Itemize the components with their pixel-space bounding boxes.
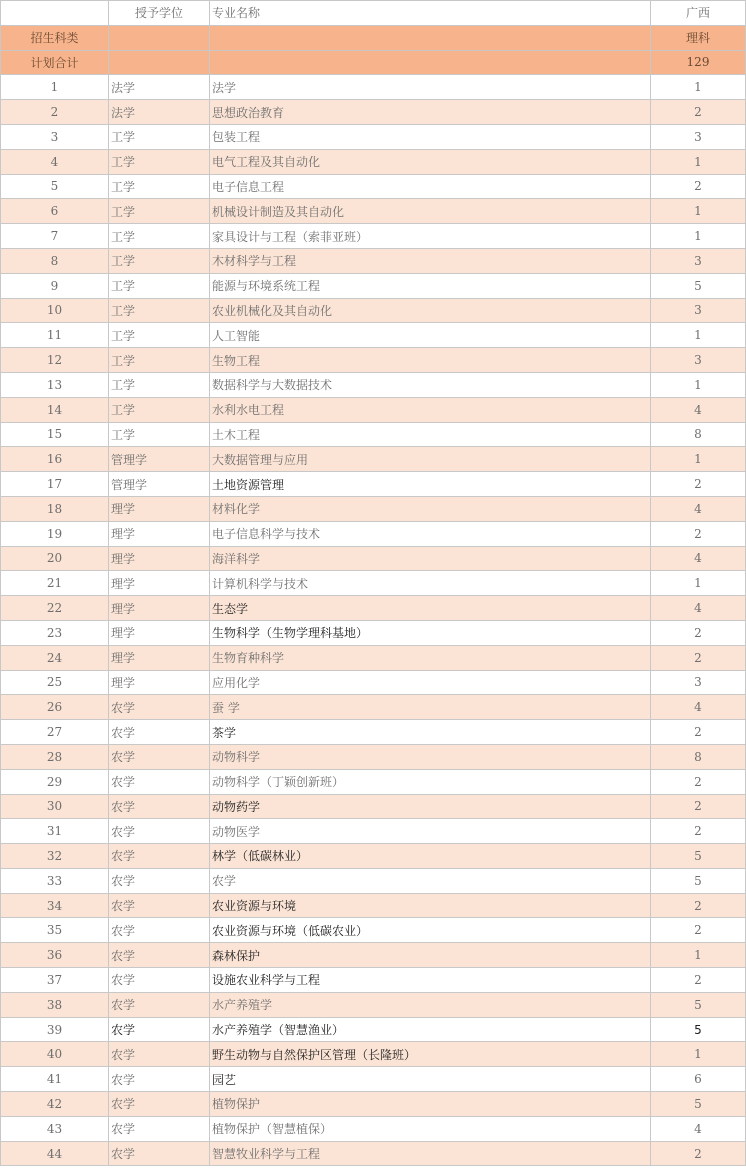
count-cell: 2 xyxy=(651,645,746,670)
table-row xyxy=(1,199,746,224)
header-cell-index xyxy=(1,1,109,26)
degree-cell: 工学 xyxy=(109,323,210,348)
row-number: 37 xyxy=(1,968,109,993)
total-empty-cell xyxy=(210,50,651,75)
total-empty-cell xyxy=(109,50,210,75)
count-cell: 1 xyxy=(651,224,746,249)
row-number: 44 xyxy=(1,1141,109,1166)
major-cell: 农业资源与环境（低碳农业） xyxy=(210,918,651,943)
count-cell: 5 xyxy=(651,992,746,1017)
degree-cell: 理学 xyxy=(109,521,210,546)
major-cell: 生物育种科学 xyxy=(210,645,651,670)
count-cell: 5 xyxy=(651,1017,746,1042)
count-cell: 1 xyxy=(651,199,746,224)
table-row xyxy=(1,794,746,819)
degree-cell: 管理学 xyxy=(109,447,210,472)
degree-cell: 农学 xyxy=(109,1067,210,1092)
major-cell: 茶学 xyxy=(210,720,651,745)
major-cell: 大数据管理与应用 xyxy=(210,447,651,472)
row-number: 30 xyxy=(1,794,109,819)
major-cell: 材料化学 xyxy=(210,496,651,521)
row-number: 17 xyxy=(1,472,109,497)
row-number: 3 xyxy=(1,124,109,149)
major-cell: 园艺 xyxy=(210,1067,651,1092)
degree-cell: 工学 xyxy=(109,273,210,298)
degree-cell: 理学 xyxy=(109,546,210,571)
table-row xyxy=(1,546,746,571)
degree-cell: 理学 xyxy=(109,496,210,521)
row-number: 19 xyxy=(1,521,109,546)
row-number: 20 xyxy=(1,546,109,571)
table-row xyxy=(1,893,746,918)
count-cell: 2 xyxy=(651,893,746,918)
row-number: 33 xyxy=(1,868,109,893)
row-number: 31 xyxy=(1,819,109,844)
count-cell: 3 xyxy=(651,124,746,149)
category-empty-cell xyxy=(109,25,210,50)
degree-cell: 农学 xyxy=(109,1042,210,1067)
row-number: 11 xyxy=(1,323,109,348)
major-cell: 木材科学与工程 xyxy=(210,248,651,273)
count-cell: 3 xyxy=(651,348,746,373)
table-row xyxy=(1,1116,746,1141)
category-empty-cell xyxy=(210,25,651,50)
degree-cell: 工学 xyxy=(109,298,210,323)
table-row xyxy=(1,918,746,943)
count-cell: 4 xyxy=(651,695,746,720)
table-row xyxy=(1,472,746,497)
degree-cell: 农学 xyxy=(109,968,210,993)
table-row xyxy=(1,298,746,323)
count-cell: 2 xyxy=(651,769,746,794)
major-cell: 农业资源与环境 xyxy=(210,893,651,918)
major-cell: 数据科学与大数据技术 xyxy=(210,372,651,397)
table-row xyxy=(1,348,746,373)
row-number: 6 xyxy=(1,199,109,224)
table-row xyxy=(1,695,746,720)
table-row xyxy=(1,75,746,100)
degree-cell: 工学 xyxy=(109,149,210,174)
row-number: 27 xyxy=(1,720,109,745)
count-cell: 1 xyxy=(651,571,746,596)
count-cell: 2 xyxy=(651,794,746,819)
degree-cell: 农学 xyxy=(109,844,210,869)
row-number: 9 xyxy=(1,273,109,298)
row-number: 18 xyxy=(1,496,109,521)
table-row xyxy=(1,1067,746,1092)
row-number: 2 xyxy=(1,100,109,125)
table-row xyxy=(1,1017,746,1042)
table-row xyxy=(1,1042,746,1067)
table-row xyxy=(1,1092,746,1117)
major-cell: 应用化学 xyxy=(210,670,651,695)
count-cell: 2 xyxy=(651,819,746,844)
header-row xyxy=(1,1,746,26)
count-cell: 2 xyxy=(651,620,746,645)
degree-cell: 工学 xyxy=(109,372,210,397)
major-cell: 农学 xyxy=(210,868,651,893)
row-number: 35 xyxy=(1,918,109,943)
count-cell: 1 xyxy=(651,372,746,397)
row-number: 13 xyxy=(1,372,109,397)
major-cell: 电气工程及其自动化 xyxy=(210,149,651,174)
table-row xyxy=(1,620,746,645)
count-cell: 6 xyxy=(651,1067,746,1092)
major-cell: 电子信息科学与技术 xyxy=(210,521,651,546)
table-row xyxy=(1,992,746,1017)
degree-cell: 农学 xyxy=(109,744,210,769)
degree-cell: 农学 xyxy=(109,794,210,819)
major-cell: 包装工程 xyxy=(210,124,651,149)
row-number: 1 xyxy=(1,75,109,100)
degree-cell: 农学 xyxy=(109,918,210,943)
count-cell: 2 xyxy=(651,918,746,943)
degree-cell: 农学 xyxy=(109,943,210,968)
degree-cell: 工学 xyxy=(109,199,210,224)
degree-cell: 理学 xyxy=(109,596,210,621)
major-cell: 水产养殖学（智慧渔业） xyxy=(210,1017,651,1042)
count-cell: 2 xyxy=(651,174,746,199)
table-row xyxy=(1,372,746,397)
row-number: 38 xyxy=(1,992,109,1017)
major-cell: 法学 xyxy=(210,75,651,100)
count-cell: 8 xyxy=(651,422,746,447)
count-cell: 4 xyxy=(651,397,746,422)
count-cell: 1 xyxy=(651,149,746,174)
row-number: 39 xyxy=(1,1017,109,1042)
table-row xyxy=(1,645,746,670)
degree-cell: 农学 xyxy=(109,695,210,720)
degree-cell: 农学 xyxy=(109,1092,210,1117)
major-cell: 能源与环境系统工程 xyxy=(210,273,651,298)
count-cell: 5 xyxy=(651,273,746,298)
degree-cell: 理学 xyxy=(109,645,210,670)
row-number: 32 xyxy=(1,844,109,869)
count-cell: 2 xyxy=(651,968,746,993)
table-row xyxy=(1,844,746,869)
major-cell: 思想政治教育 xyxy=(210,100,651,125)
table-row xyxy=(1,496,746,521)
major-cell: 野生动物与自然保护区管理（长隆班） xyxy=(210,1042,651,1067)
degree-cell: 工学 xyxy=(109,397,210,422)
table-row xyxy=(1,422,746,447)
count-cell: 5 xyxy=(651,1092,746,1117)
degree-cell: 工学 xyxy=(109,422,210,447)
major-cell: 农业机械化及其自动化 xyxy=(210,298,651,323)
count-cell: 4 xyxy=(651,496,746,521)
major-cell: 生态学 xyxy=(210,596,651,621)
table-row xyxy=(1,149,746,174)
row-number: 43 xyxy=(1,1116,109,1141)
row-number: 25 xyxy=(1,670,109,695)
row-number: 22 xyxy=(1,596,109,621)
table-row xyxy=(1,273,746,298)
major-cell: 动物药学 xyxy=(210,794,651,819)
row-number: 29 xyxy=(1,769,109,794)
count-cell: 1 xyxy=(651,75,746,100)
table-row xyxy=(1,248,746,273)
row-number: 10 xyxy=(1,298,109,323)
row-number: 23 xyxy=(1,620,109,645)
count-cell: 5 xyxy=(651,844,746,869)
table-row xyxy=(1,521,746,546)
table-row xyxy=(1,943,746,968)
table-row xyxy=(1,596,746,621)
count-cell: 3 xyxy=(651,670,746,695)
degree-cell: 农学 xyxy=(109,1141,210,1166)
major-cell: 动物科学（丁颖创新班） xyxy=(210,769,651,794)
row-number: 12 xyxy=(1,348,109,373)
count-cell: 1 xyxy=(651,447,746,472)
degree-cell: 工学 xyxy=(109,124,210,149)
major-cell: 植物保护 xyxy=(210,1092,651,1117)
count-cell: 4 xyxy=(651,546,746,571)
count-cell: 5 xyxy=(651,868,746,893)
major-cell: 水产养殖学 xyxy=(210,992,651,1017)
table-row xyxy=(1,769,746,794)
degree-cell: 农学 xyxy=(109,720,210,745)
table-row xyxy=(1,397,746,422)
row-number: 26 xyxy=(1,695,109,720)
row-number: 36 xyxy=(1,943,109,968)
table-row xyxy=(1,100,746,125)
major-cell: 动物科学 xyxy=(210,744,651,769)
table-row xyxy=(1,819,746,844)
degree-cell: 法学 xyxy=(109,75,210,100)
degree-cell: 管理学 xyxy=(109,472,210,497)
major-cell: 海洋科学 xyxy=(210,546,651,571)
header-region: 广西 xyxy=(651,1,746,26)
degree-cell: 理学 xyxy=(109,620,210,645)
count-cell: 2 xyxy=(651,100,746,125)
major-cell: 电子信息工程 xyxy=(210,174,651,199)
table-row xyxy=(1,868,746,893)
degree-cell: 农学 xyxy=(109,1017,210,1042)
table-row xyxy=(1,174,746,199)
row-number: 5 xyxy=(1,174,109,199)
degree-cell: 农学 xyxy=(109,992,210,1017)
total-label: 计划合计 xyxy=(1,50,109,75)
row-number: 41 xyxy=(1,1067,109,1092)
table-row xyxy=(1,224,746,249)
count-cell: 4 xyxy=(651,596,746,621)
category-label: 招生科类 xyxy=(1,25,109,50)
table-row xyxy=(1,124,746,149)
table-row xyxy=(1,968,746,993)
row-number: 24 xyxy=(1,645,109,670)
major-cell: 人工智能 xyxy=(210,323,651,348)
header-major: 专业名称 xyxy=(210,1,651,26)
degree-cell: 农学 xyxy=(109,819,210,844)
major-cell: 计算机科学与技术 xyxy=(210,571,651,596)
category-value: 理科 xyxy=(651,25,746,50)
major-cell: 水利水电工程 xyxy=(210,397,651,422)
major-cell: 森林保护 xyxy=(210,943,651,968)
count-cell: 1 xyxy=(651,323,746,348)
degree-cell: 工学 xyxy=(109,224,210,249)
table-row xyxy=(1,571,746,596)
degree-cell: 工学 xyxy=(109,248,210,273)
major-cell: 生物工程 xyxy=(210,348,651,373)
row-number: 16 xyxy=(1,447,109,472)
row-number: 14 xyxy=(1,397,109,422)
category-row xyxy=(1,25,746,50)
degree-cell: 工学 xyxy=(109,348,210,373)
major-cell: 动物医学 xyxy=(210,819,651,844)
count-cell: 2 xyxy=(651,472,746,497)
degree-cell: 理学 xyxy=(109,571,210,596)
degree-cell: 农学 xyxy=(109,868,210,893)
degree-cell: 工学 xyxy=(109,174,210,199)
degree-cell: 农学 xyxy=(109,893,210,918)
table-row xyxy=(1,447,746,472)
row-number: 4 xyxy=(1,149,109,174)
major-cell: 土地资源管理 xyxy=(210,472,651,497)
count-cell: 2 xyxy=(651,1141,746,1166)
row-number: 8 xyxy=(1,248,109,273)
degree-cell: 理学 xyxy=(109,670,210,695)
row-number: 21 xyxy=(1,571,109,596)
count-cell: 3 xyxy=(651,248,746,273)
degree-cell: 农学 xyxy=(109,1116,210,1141)
major-cell: 机械设计制造及其自动化 xyxy=(210,199,651,224)
row-number: 34 xyxy=(1,893,109,918)
degree-cell: 法学 xyxy=(109,100,210,125)
row-number: 7 xyxy=(1,224,109,249)
header-degree: 授予学位 xyxy=(109,1,210,26)
count-cell: 1 xyxy=(651,1042,746,1067)
count-cell: 3 xyxy=(651,298,746,323)
count-cell: 2 xyxy=(651,720,746,745)
table-row xyxy=(1,670,746,695)
major-cell: 植物保护（智慧植保） xyxy=(210,1116,651,1141)
table-row xyxy=(1,744,746,769)
total-row xyxy=(1,50,746,75)
major-cell: 林学（低碳林业） xyxy=(210,844,651,869)
total-value: 129 xyxy=(651,50,746,75)
row-number: 15 xyxy=(1,422,109,447)
major-cell: 家具设计与工程（索菲亚班） xyxy=(210,224,651,249)
degree-cell: 农学 xyxy=(109,769,210,794)
table-row xyxy=(1,1141,746,1166)
table-row xyxy=(1,323,746,348)
count-cell: 2 xyxy=(651,521,746,546)
table-row xyxy=(1,720,746,745)
row-number: 28 xyxy=(1,744,109,769)
count-cell: 4 xyxy=(651,1116,746,1141)
row-number: 40 xyxy=(1,1042,109,1067)
major-cell: 蚕 学 xyxy=(210,695,651,720)
major-cell: 生物科学（生物学理科基地） xyxy=(210,620,651,645)
major-cell: 土木工程 xyxy=(210,422,651,447)
major-cell: 智慧牧业科学与工程 xyxy=(210,1141,651,1166)
count-cell: 8 xyxy=(651,744,746,769)
count-cell: 1 xyxy=(651,943,746,968)
row-number: 42 xyxy=(1,1092,109,1117)
major-cell: 设施农业科学与工程 xyxy=(210,968,651,993)
